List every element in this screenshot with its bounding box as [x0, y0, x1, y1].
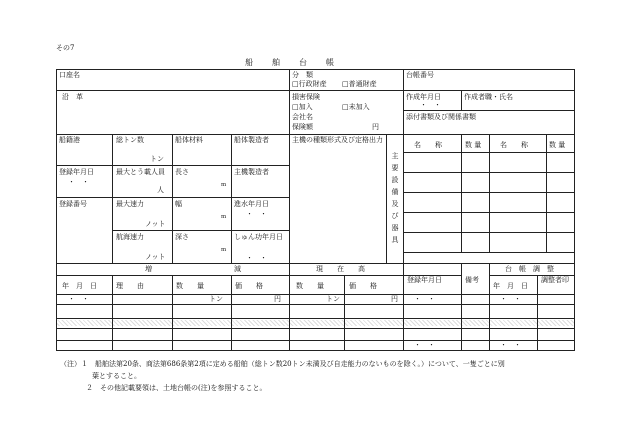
- equipment-name-header: 名 称: [500, 141, 528, 149]
- grid-line: [289, 69, 290, 263]
- person-unit: 人: [157, 186, 164, 194]
- grid-line: [546, 134, 547, 252]
- grid-line: [56, 318, 575, 319]
- joined-checkbox[interactable]: □加入: [292, 103, 313, 111]
- grid-line: [386, 134, 387, 263]
- knot-unit: ノット: [145, 253, 166, 261]
- grid-line: [231, 134, 232, 263]
- ton-unit: トン: [150, 155, 164, 163]
- company-label: 会社名: [292, 113, 313, 121]
- launch-date-label: 進水年月日: [234, 200, 269, 208]
- engine-type-label: 主機の種類形式及び定格出力: [292, 136, 383, 144]
- grid-line: [112, 134, 113, 263]
- grid-line: [172, 134, 173, 263]
- row-ton-unit: トン: [326, 295, 340, 303]
- classification-label: 分 類: [292, 71, 313, 79]
- grid-line: [461, 263, 462, 350]
- grid-line: [403, 110, 575, 111]
- grid-line: [56, 263, 575, 264]
- completion-date-dots: ・ ・: [246, 254, 267, 262]
- grid-line: [56, 275, 462, 276]
- grid-line: [403, 252, 575, 253]
- grid-line: [403, 263, 404, 350]
- history-label: 沿 革: [62, 93, 83, 101]
- row-date-dots: ・ ・: [500, 295, 521, 303]
- equipment-qty-header: 数 量: [465, 141, 482, 149]
- not-joined-checkbox[interactable]: □未加入: [342, 103, 370, 111]
- grid-line: [56, 304, 575, 305]
- adjuster-header: 調整者印: [541, 276, 569, 284]
- grid-line: [403, 69, 404, 263]
- grid-line: [56, 90, 575, 91]
- grid-line: [56, 69, 57, 350]
- adjust-header: 台 帳 調 整: [505, 265, 554, 273]
- grid-line: [574, 69, 575, 350]
- equipment-vertical-label: 主要設備及び器具: [391, 152, 399, 244]
- remarks-header: 備考: [465, 276, 479, 284]
- price-header: 価 格: [235, 282, 263, 290]
- row-date-dots: ・ ・: [414, 295, 435, 303]
- hull-material-label: 船体材料: [175, 136, 203, 144]
- m-unit: m: [221, 182, 227, 188]
- ymd-header: 年 月 日: [62, 282, 97, 290]
- equipment-name-header: 名 称: [414, 141, 442, 149]
- length-label: 長さ: [175, 168, 189, 176]
- note-1: （注）１ 船舶法第20条、商法第686条第2項に定める船舶（総トン数20トン未満及び自走能力のないものを除く。）について、一隻ごとに別: [60, 360, 505, 368]
- grid-line: [112, 275, 113, 350]
- width-label: 幅: [175, 200, 182, 208]
- completion-date-label: しゅん功年月日: [234, 233, 283, 241]
- break-line: [56, 320, 575, 326]
- gross-tonnage-label: 総トン数: [116, 136, 144, 144]
- launch-date-dots: ・ ・: [246, 210, 267, 218]
- grid-line: [289, 263, 290, 350]
- row-date-dots: ・ ・: [500, 341, 521, 349]
- grid-line: [461, 134, 462, 252]
- admin-property-checkbox[interactable]: □行政財産: [292, 80, 327, 88]
- reg-date-header: 登録年月日: [407, 276, 442, 284]
- grid-line: [344, 275, 345, 350]
- depth-label: 深さ: [175, 233, 189, 241]
- creator-label: 作成者職・氏名: [464, 93, 513, 101]
- decrease-header: 減: [234, 265, 241, 273]
- grid-line: [56, 328, 575, 329]
- page-title: 船 舶 台 帳: [245, 58, 335, 67]
- grid-line: [112, 230, 289, 231]
- general-property-checkbox[interactable]: □普通財産: [342, 80, 377, 88]
- reg-number-label: 登録番号: [59, 200, 87, 208]
- yen-unit: 円: [372, 123, 379, 131]
- created-date-label: 作成年月日: [406, 93, 441, 101]
- m-unit: m: [221, 247, 227, 253]
- row-date-dots: ・ ・: [68, 295, 89, 303]
- created-date-dots: ・ ・: [420, 101, 441, 109]
- increase-header: 増: [145, 265, 152, 273]
- reason-header: 理 由: [116, 282, 144, 290]
- grid-line: [56, 340, 575, 341]
- m-unit: m: [221, 214, 227, 220]
- main-engine-builder-label: 主機製造者: [234, 168, 269, 176]
- premium-label: 保険額: [292, 123, 313, 131]
- grid-line: [172, 275, 173, 350]
- ledger-number-label: 台帳番号: [406, 71, 434, 79]
- grid-line: [537, 275, 538, 350]
- qty-header: 数 量: [296, 282, 324, 290]
- grid-line: [56, 134, 575, 135]
- grid-line: [231, 275, 232, 350]
- equipment-qty-header: 数 量: [549, 141, 566, 149]
- account-name-label: 口座名: [59, 71, 80, 79]
- row-date-dots: ・ ・: [414, 341, 435, 349]
- current-header: 現 在 高: [316, 265, 365, 273]
- form-number: その7: [56, 44, 75, 52]
- note-1-cont: 葉とすること。: [92, 372, 141, 380]
- grid-line: [56, 294, 575, 295]
- grid-line: [489, 263, 490, 350]
- grid-line: [489, 134, 490, 252]
- qty-header: 数 量: [176, 282, 204, 290]
- row-yen-unit: 円: [274, 295, 281, 303]
- cruise-speed-label: 航海速力: [116, 233, 144, 241]
- row-ton-unit: トン: [209, 295, 223, 303]
- knot-unit: ノット: [145, 220, 166, 228]
- reg-date-dots: ・ ・: [68, 178, 89, 186]
- ymd-header: 年 月 日: [493, 282, 528, 290]
- grid-line: [56, 69, 575, 70]
- builder-label: 船体製造者: [234, 136, 269, 144]
- insurance-label: 損害保険: [292, 93, 320, 101]
- attachments-label: 添付書類及び関係書類: [406, 113, 476, 121]
- grid-line: [461, 90, 462, 110]
- price-header: 価 格: [349, 282, 377, 290]
- port-label: 船籍港: [59, 136, 80, 144]
- note-2: ２ その他記載要領は、土地台帳の(注)を参照すること。: [86, 384, 267, 392]
- reg-date-label: 登録年月日: [59, 168, 94, 176]
- row-yen-unit: 円: [391, 295, 398, 303]
- grid-line: [56, 350, 575, 351]
- max-speed-label: 最大速力: [116, 200, 144, 208]
- max-passengers-label: 最大とう載人員: [116, 168, 165, 176]
